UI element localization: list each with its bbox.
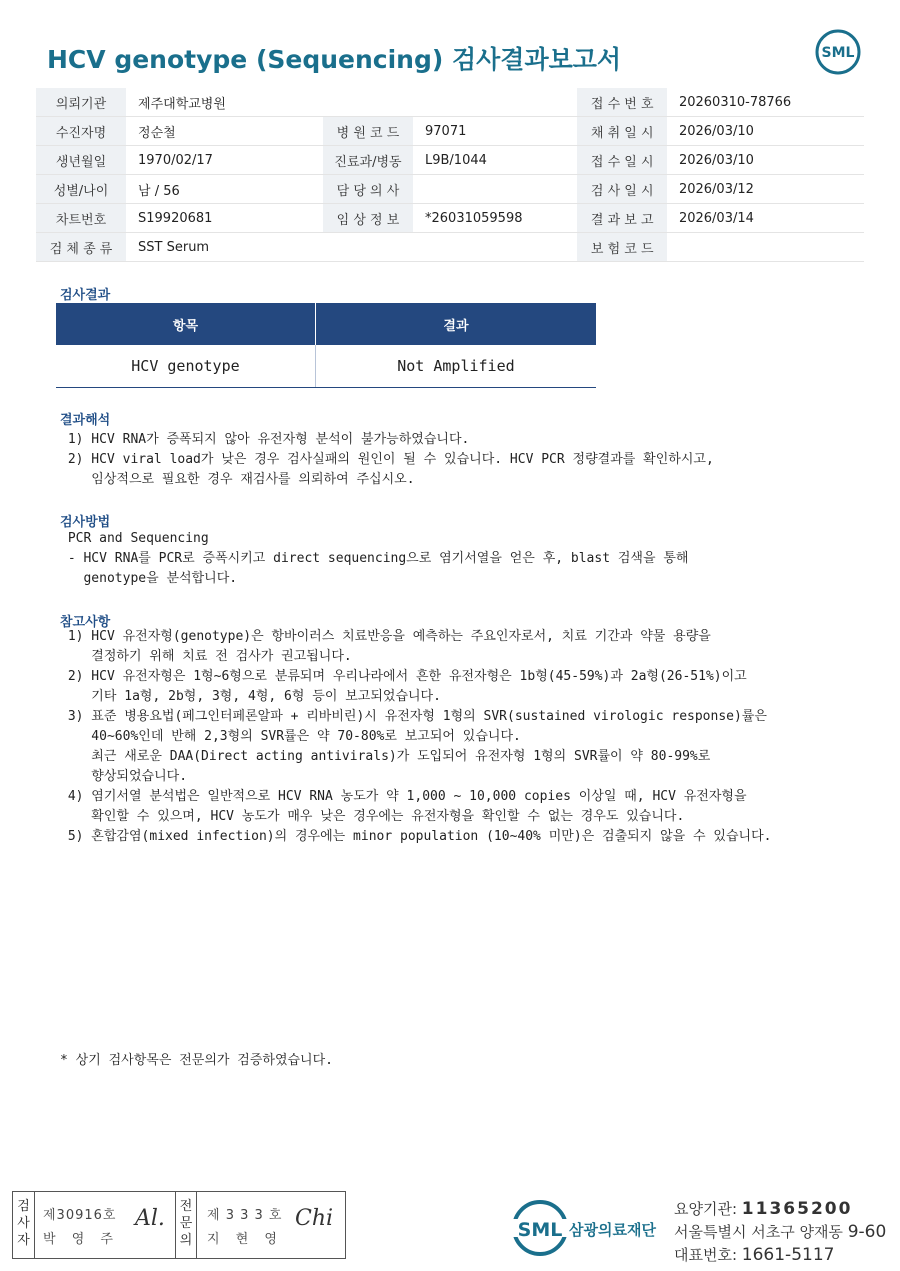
patient-info-table: [36, 88, 864, 262]
info-label: 생년월일: [36, 146, 126, 175]
info-value: 97071: [413, 117, 577, 146]
tester-signature-area: [35, 1192, 175, 1258]
table-row: [36, 117, 864, 146]
specialist-signature-mark: Chi: [295, 1206, 334, 1231]
info-label: 검 사 일 시: [577, 175, 666, 204]
tester-name: 박 영 주: [43, 1232, 119, 1247]
verification-footnote: * 상기 검사항목은 전문의가 검증하였습니다.: [60, 1053, 334, 1068]
company-name: 삼광의료재단: [569, 1221, 656, 1239]
info-value: 2026/03/14: [667, 204, 864, 233]
info-label: 임 상 정 보: [323, 204, 413, 233]
address-label: 서울특별시 서초구 양재동: [674, 1223, 843, 1241]
phone-label: 대표번호:: [674, 1246, 738, 1264]
info-label: 접 수 일 시: [577, 146, 666, 175]
reference-text: 1) HCV 유전자형(genotype)은 항바이러스 치료반응을 예측하는 주요인자로서, 치료 기간과 약물 용량을 결정하기 위해 치료 전 검사가 권고됩니다. 2) HCV 유전자형은 1형~6형으로 분류되며 우리나라에서 흔한 유전자형은 1b형(45-59%)과 2a형(26-51%)이고 기타 1a형, 2b형, 3형, 4형, 6형 등이 보고되었습니다. 3) 표준 병용요법(페그인터페론알파 + 리바비린)시 유전자형 1형의 SVR(sustained virologic response)률은 40~60%인데 반해 2,3형의 SVR률은 약 70-80%로 보고되어 있습니다. 최근 새로운 DAA(Direct acting antivirals)가 도입되어 유전자형 1형의 SVR률이 약 80-99%로 향상되었습니다. 4) 염기서열 분석법은 일반적으로 HCV RNA 농도가 약 1,000 ~ 10,000 copies 이상일 때, HCV 유전자형을 확인할 수 있으며, HCV 농도가 매우 낮은 경우에는 유전자형을 확인할 수 없는 경우도 있습니다. 5) 혼합감염(mixed infection)의 경우에는 minor population (10~40% 미만)은 검출되지 않을 수 있습니다.: [67, 629, 772, 844]
info-label: 채 취 일 시: [577, 117, 666, 146]
column-header-item: 항목: [56, 303, 315, 345]
method-heading: 검사방법: [60, 515, 111, 530]
table-row: [36, 233, 864, 262]
company-info: [674, 1198, 886, 1267]
info-label: 의뢰기관: [36, 88, 126, 117]
table-row: [56, 345, 596, 388]
info-label: 결 과 보 고: [577, 204, 666, 233]
result-value-cell: Not Amplified: [315, 345, 596, 388]
result-item-cell: HCV genotype: [56, 345, 315, 388]
address-number: 9-60: [847, 1222, 887, 1242]
info-label: 차트번호: [36, 204, 126, 233]
info-label: 담 당 의 사: [323, 175, 413, 204]
info-value: L9B/1044: [413, 146, 577, 175]
info-value: 20260310-78766: [667, 88, 864, 117]
specialist-role-label: 전 문 의: [175, 1192, 197, 1258]
info-value: 2026/03/12: [667, 175, 864, 204]
phone-number: 1661-5117: [741, 1245, 835, 1265]
info-value: S19920681: [126, 204, 323, 233]
table-row: [36, 204, 864, 233]
sml-logo-icon: [814, 28, 862, 76]
info-value: [667, 233, 864, 262]
info-label: 수진자명: [36, 117, 126, 146]
reference-heading: 참고사항: [60, 615, 111, 630]
info-label: 진료과/병동: [323, 146, 413, 175]
info-value: 2026/03/10: [667, 117, 864, 146]
specialist-name: 지 현 영: [207, 1232, 283, 1247]
specialist-signature-area: [199, 1192, 345, 1258]
signature-box: [12, 1191, 346, 1259]
report-title: HCV genotype (Sequencing) 검사결과보고서: [47, 45, 622, 74]
info-label: 보 험 코 드: [577, 233, 666, 262]
table-row: [36, 146, 864, 175]
interpretation-heading: 결과해석: [60, 413, 111, 428]
institution-code: 11365200: [741, 1199, 853, 1219]
info-value: 정순철: [126, 117, 323, 146]
info-value: *26031059598: [413, 204, 577, 233]
interpretation-text: 1) HCV RNA가 증폭되지 않아 유전자형 분석이 불가능하였습니다. 2) HCV viral load가 낮은 경우 검사실패의 원인이 될 수 있습니다. HCV PCR 정량결과를 확인하시고, 임상적으로 필요한 경우 재검사를 의뢰하여 주십시오.: [67, 432, 714, 487]
info-label: 병 원 코 드: [323, 117, 413, 146]
info-value: 남 / 56: [126, 175, 323, 204]
tester-license-no: 제30916호: [43, 1208, 117, 1223]
table-row: [36, 88, 864, 117]
tester-role-label: 검 사 자: [13, 1192, 35, 1258]
result-table: [56, 303, 596, 388]
sml-logo-icon: [511, 1199, 569, 1257]
info-value: [413, 175, 577, 204]
info-label: 성별/나이: [36, 175, 126, 204]
svg-text:SML: SML: [821, 45, 855, 61]
info-value: 2026/03/10: [667, 146, 864, 175]
info-value: 제주대학교병원: [126, 88, 323, 117]
institution-code-label: 요양기관:: [674, 1200, 738, 1218]
table-row: [36, 175, 864, 204]
tester-signature-mark: Al.: [135, 1206, 165, 1231]
column-header-result: 결과: [315, 303, 596, 345]
info-label: 접 수 번 호: [577, 88, 666, 117]
info-value: SST Serum: [126, 233, 323, 262]
svg-text:SML: SML: [517, 1219, 563, 1241]
info-value: 1970/02/17: [126, 146, 323, 175]
info-value: [413, 88, 577, 117]
specialist-license-no: 제 3 3 3 호: [207, 1208, 283, 1223]
info-label: [323, 88, 413, 117]
info-label: [323, 233, 413, 262]
info-label: 검 체 종 류: [36, 233, 126, 262]
result-heading: 검사결과: [60, 288, 111, 303]
method-text: PCR and Sequencing - HCV RNA를 PCR로 증폭시키고 direct sequencing으로 염기서열을 얻은 후, blast 검색을 통해 genotype을 분석합니다.: [67, 531, 689, 586]
info-value: [413, 233, 577, 262]
